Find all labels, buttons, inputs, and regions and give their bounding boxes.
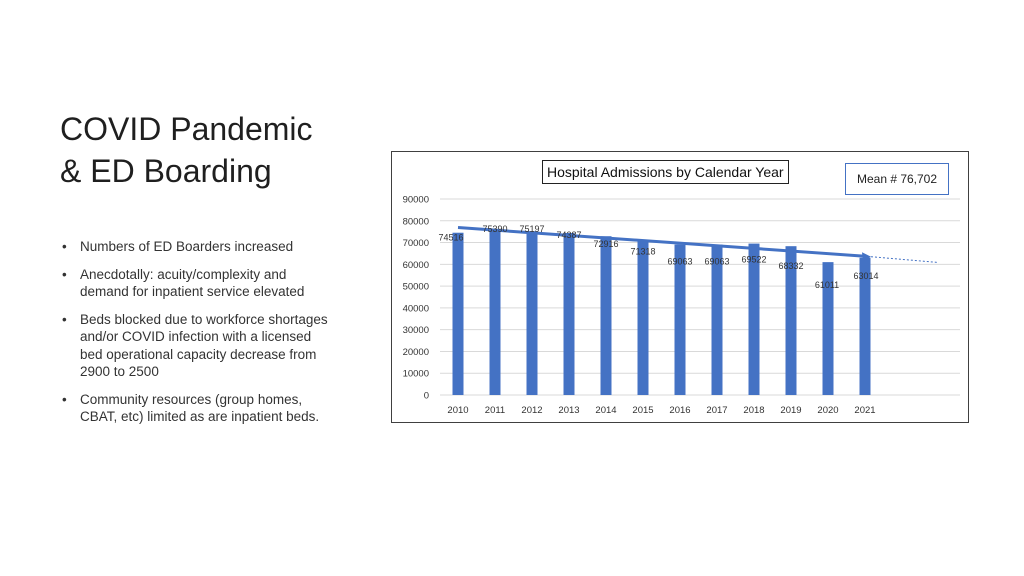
y-tick-label: 90000 xyxy=(402,194,429,206)
bullet-item: • Anecdotally: acuity/complexity and demand for inpatient service elevated xyxy=(62,266,337,301)
data-label: 72916 xyxy=(593,239,619,250)
x-tick-label: 2019 xyxy=(780,405,802,416)
chart-title: Hospital Admissions by Calendar Year xyxy=(542,160,789,184)
data-label: 69063 xyxy=(667,256,693,267)
bar xyxy=(749,244,760,395)
y-tick-label: 30000 xyxy=(402,325,429,337)
y-tick-label: 60000 xyxy=(402,259,429,271)
data-label: 69063 xyxy=(704,256,730,267)
y-tick-label: 0 xyxy=(423,390,429,402)
data-label: 75197 xyxy=(519,224,545,235)
y-tick-label: 50000 xyxy=(402,281,429,293)
y-tick-label: 80000 xyxy=(402,216,429,228)
bar xyxy=(638,240,649,395)
slide-title-line-1: COVID Pandemic xyxy=(60,111,313,147)
y-tick-label: 20000 xyxy=(402,346,429,358)
x-tick-label: 2010 xyxy=(447,405,469,416)
bar xyxy=(564,233,575,395)
data-label: 74387 xyxy=(556,230,582,241)
x-tick-label: 2020 xyxy=(817,405,839,416)
data-label: 68332 xyxy=(778,261,804,272)
data-label: 74516 xyxy=(438,232,464,243)
x-tick-label: 2011 xyxy=(484,405,506,416)
bar xyxy=(453,233,464,395)
x-tick-label: 2016 xyxy=(669,405,691,416)
bar xyxy=(675,245,686,395)
bullet-item: • Numbers of ED Boarders increased xyxy=(62,238,337,256)
slide-title-line-2: & ED Boarding xyxy=(60,153,272,189)
bar xyxy=(601,236,612,395)
data-label: 63014 xyxy=(853,270,879,281)
data-label: 61011 xyxy=(814,280,840,291)
x-tick-label: 2021 xyxy=(854,405,876,416)
data-label: 75390 xyxy=(482,223,508,234)
y-tick-label: 10000 xyxy=(402,368,429,380)
mean-label: Mean # 76,702 xyxy=(845,163,949,195)
x-tick-label: 2012 xyxy=(521,405,543,416)
x-tick-label: 2017 xyxy=(706,405,728,416)
x-tick-label: 2014 xyxy=(595,405,617,416)
bullet-list xyxy=(62,238,337,436)
data-label: 69522 xyxy=(741,254,767,265)
bar xyxy=(490,231,501,395)
y-tick-label: 40000 xyxy=(402,303,429,315)
x-tick-label: 2013 xyxy=(558,405,580,416)
trend-extension xyxy=(871,257,938,263)
data-label: 71318 xyxy=(630,246,656,257)
bullet-item: • Beds blocked due to workforce shortages and/or COVID infection with a licensed bed operational capacity decrease from 2900 to 2500 xyxy=(62,311,337,381)
bar xyxy=(527,231,538,395)
bar xyxy=(712,245,723,395)
bullet-item: • Community resources (group homes, CBAT, etc) limited as are inpatient beds. xyxy=(62,391,337,426)
y-tick-label: 70000 xyxy=(402,238,429,250)
x-tick-label: 2018 xyxy=(743,405,765,416)
x-tick-label: 2015 xyxy=(632,405,654,416)
slide-title xyxy=(60,108,313,192)
